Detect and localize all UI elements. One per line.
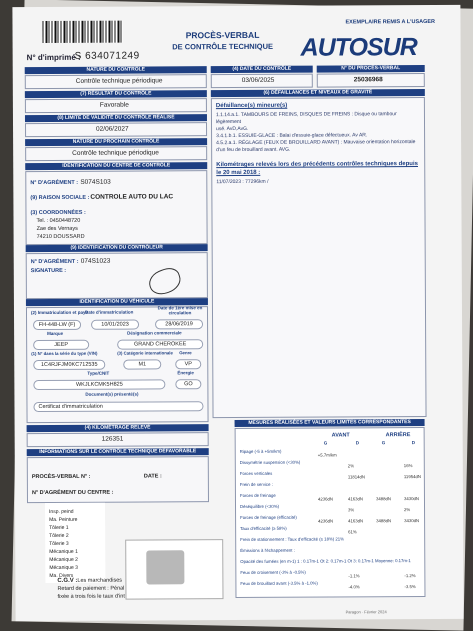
vehicule-header: IDENTIFICATION DU VÉHICULE	[26, 298, 208, 306]
mesure-value: -4.0%	[348, 584, 359, 589]
mesure-value: -3.5%	[404, 584, 415, 589]
limite-value: 02/06/2027	[96, 126, 129, 133]
mesures-header: MESURES RÉALISÉES ET VALEURS LIMITES CORRESPONDANTES	[235, 419, 425, 427]
date-controle-header: (4) DATE DU CONTRÔLE	[211, 66, 313, 74]
mesure-value: 2%	[404, 507, 410, 512]
info-suivant-header: INFORMATIONS SUR LE CONTRÔLE TECHNIQUE DÉFAVORABLE	[27, 448, 209, 456]
worksheet-item: Tôlerie 1	[49, 525, 68, 531]
imprime-label: N° d'imprimé :	[27, 53, 81, 62]
avant-label: AVANT	[332, 432, 350, 438]
nature-controle-value: Contrôle technique périodique	[76, 77, 163, 84]
mesure-value: -1.1%	[348, 573, 359, 578]
worksheet-item: Mécanique 1	[49, 549, 78, 555]
garage-worksheet	[45, 503, 105, 583]
designation-field: GRAND CHEROKEE	[117, 339, 203, 349]
pv-number-box	[317, 73, 425, 88]
centre-tel: Tel. : 0450448720	[37, 218, 81, 224]
document-title	[163, 30, 283, 53]
worksheet-item: Mécanique 2	[49, 557, 78, 563]
info-date-label: DATE :	[144, 473, 162, 479]
defaillance-line: 3.4.1.b.1. ESSUIE-GLACE : Balai d'essuie-glace défectueux. Av AR.	[216, 132, 422, 140]
mesure-label: Ripage (-5 à +5m/km)	[240, 449, 282, 454]
cgv-title: C.G.V :	[57, 578, 77, 584]
mesure-value: 3430dN	[404, 496, 419, 501]
resultat-header: (7) RÉSULTAT DU CONTRÔLE	[25, 90, 207, 98]
defaillances-box	[211, 97, 427, 418]
km-history-value: 11/07/2023 : 77296km /	[216, 179, 268, 186]
controleur-agrement-label: N° D'AGRÉMENT :	[31, 259, 79, 265]
mesure-label: Taux d'efficacité (≥ 58%)	[240, 526, 287, 531]
mesure-value: -1.2%	[404, 573, 415, 578]
worksheet-item: Ma. Peinture	[49, 517, 77, 523]
immat-label: (2) Immatriculation et pays	[31, 310, 88, 315]
mesure-label: Déséquilibre (<30%)	[240, 504, 279, 509]
defaillances-list	[216, 111, 422, 154]
date-controle-box	[211, 74, 313, 89]
mesure-label: Opacité des fumées (en m-1) 1 : 0.17m-1 Ot 2: 0.17m-1 Ot 3: 0.17m-1 Moyenne: 0.17m-1	[240, 558, 411, 564]
mesure-label: Dissymétrie suspension (<30%)	[240, 460, 301, 465]
mesure-label: Forces verticales	[240, 471, 273, 476]
footer-reference: Paragon · Février 2024	[346, 609, 387, 614]
marque-label: Marque	[47, 331, 63, 336]
imprime-number: S 634071249	[75, 51, 140, 62]
resultat-box	[25, 98, 207, 113]
type-field: WKJLKCMK5H825	[33, 379, 165, 390]
defaillances-mineures-title: Défaillance(s) mineure(s)	[216, 103, 287, 109]
vin-field: 1C4RJFJM0KC712535	[33, 360, 105, 370]
date-immat-field: 10/01/2023	[91, 320, 139, 330]
title-line1: PROCÈS-VERBAL	[163, 30, 283, 42]
barcode	[42, 21, 122, 43]
avant-g: G	[324, 441, 328, 446]
mesure-value: 11814dN	[348, 474, 365, 479]
defaillance-line: d'un feu de brouillard avant. AVG.	[216, 146, 422, 154]
mesure-label: Feux de croisement (-3% à -0.5%)	[240, 570, 305, 575]
categorie-field: M1	[123, 359, 161, 369]
energie-label: Énergie	[177, 370, 194, 375]
mesure-value: 3430dN	[404, 518, 419, 523]
date-controle-value: 03/06/2025	[242, 77, 275, 84]
mesure-value: 16%	[404, 463, 413, 468]
defaillance-line: usé. AvD,AvG.	[216, 125, 422, 133]
coordonnees-label: (3) COORDONNÉES :	[30, 210, 85, 216]
centre-address-line2: 74210 DOUSSARD	[37, 234, 85, 240]
km-value: 126351	[102, 436, 124, 443]
prochain-value: Contrôle technique périodique	[72, 149, 159, 156]
worksheet-item: Ma. Divers	[49, 573, 73, 579]
mesure-value: 61%	[348, 529, 357, 534]
mesure-value: 3488dN	[376, 496, 391, 501]
arriere-g: G	[382, 440, 386, 445]
centre-agrement-label: N° D'AGRÉMENT :	[30, 180, 78, 186]
mesures-box	[235, 427, 426, 598]
stamp-image	[146, 550, 184, 584]
limite-header: (8) LIMITE DE VALIDITÉ DU CONTRÔLE RÉALISÉ	[25, 114, 207, 122]
pv-number-value: 25036968	[354, 76, 383, 83]
mesures-rows	[236, 428, 424, 429]
avant-d: D	[356, 440, 359, 445]
mesure-label: Frein de stationnement : Taux d'efficacité (≥ 18%) 21%	[240, 536, 344, 542]
worksheet-item: Tôlerie 3	[49, 541, 68, 547]
autosur-logo	[301, 33, 417, 63]
mesure-value: 3488dN	[376, 518, 391, 523]
date-first-field: 28/06/2019	[155, 319, 203, 329]
marque-field: JEEP	[33, 340, 89, 350]
centre-box	[25, 170, 207, 245]
designation-label: Désignation commerciale	[127, 330, 182, 335]
raison-sociale-label: (9) RAISON SOCIALE :	[30, 195, 89, 201]
defaillances-header: (6) DÉFAILLANCES ET NIVEAUX DE GRAVITÉ	[211, 89, 425, 97]
logo-text: AUTOSUR	[301, 33, 417, 62]
prochain-header: NATURE DU PROCHAIN CONTRÔLE	[25, 138, 207, 146]
documents-label: Document(s) présenté(s)	[85, 392, 138, 397]
categorie-label: (3) Catégorie internationale	[117, 350, 173, 355]
centre-agrement-value: S074S103	[80, 179, 110, 186]
defaillance-line: 1.1.14.a.1. TAMBOURS DE FREINS, DISQUES DE FREINS : Disque ou tambour légèrement	[216, 111, 422, 126]
nature-controle-box	[25, 74, 207, 89]
mesure-label: Émissions à l'échappement :	[240, 548, 295, 553]
controleur-box	[26, 252, 208, 299]
nature-controle-header: NATURE DU CONTRÔLE	[25, 66, 207, 74]
km-header: (4) KILOMÉTRAGE RELEVÉ	[27, 424, 209, 432]
mesure-label: Feux de brouillard avant (-3.5% à -1.0%)	[240, 581, 317, 586]
type-label: Type/CNIT	[87, 371, 109, 376]
genre-label: Genre	[179, 350, 191, 355]
mesure-value: 4236dN	[318, 497, 333, 502]
info-suivant-box	[27, 456, 209, 503]
km-history-title: Kilométrages relevés lors des précédents contrôles techniques depuis le 20 mai 2018 :	[216, 160, 422, 177]
mesure-value: 11954dN	[404, 474, 421, 479]
controleur-header: (9) IDENTIFICATION DU CONTRÔLEUR	[26, 244, 208, 252]
mesure-value: 4236dN	[318, 519, 333, 524]
mesure-value: 4163dN	[348, 496, 363, 501]
exemplaire-note: EXEMPLAIRE REMIS A L'USAGER	[345, 19, 435, 25]
arriere-d: D	[412, 440, 415, 445]
worksheet-item: Tôlerie 2	[49, 533, 68, 539]
stamp-block	[125, 539, 223, 600]
title-line2: DE CONTRÔLE TECHNIQUE	[163, 41, 283, 53]
limite-box	[25, 122, 207, 137]
defaillance-line: 4.5.2.a.1. RÉGLAGE (FEUX DE BROUILLARD AVANT) : Mauvaise orientation horizontale	[216, 139, 422, 147]
worksheet-item: Insp. peind	[49, 509, 73, 515]
centre-address-line1: Zae des Vernays	[37, 226, 78, 232]
genre-field: VP	[175, 359, 201, 369]
cgv-line2: Retard de paiement : Pénal	[57, 586, 124, 592]
info-pv-label: PROCÈS-VERBAL N° :	[32, 474, 91, 480]
mesure-value: 3%	[348, 507, 354, 512]
vin-label: (1) N° dans la série du type (VIN)	[31, 351, 97, 356]
proces-verbal-document	[12, 5, 463, 621]
energie-field: GO	[175, 379, 201, 389]
mesure-label: Forces de freinage (efficacité)	[240, 515, 297, 520]
cgv-line3: fixée à trois fois le taux d'int	[57, 594, 124, 600]
pv-number-header: N° DU PROCÈS-VERBAL	[317, 65, 425, 73]
signature-label: SIGNATURE :	[31, 268, 66, 274]
worksheet-item: Mécanique 3	[49, 565, 78, 571]
mesure-value: 4163dN	[348, 518, 363, 523]
vehicule-box	[26, 306, 209, 423]
documents-field: Certificat d'immatriculation	[33, 401, 203, 412]
immat-field: FH-448-LW (F)	[33, 320, 81, 330]
controleur-agrement-value: 074S1023	[81, 258, 111, 265]
resultat-value: Favorable	[100, 102, 129, 109]
raison-sociale-value: CONTROLE AUTO DU LAC	[90, 193, 173, 200]
mesure-label: Frein de service :	[240, 482, 273, 487]
centre-header: IDENTIFICATION DU CENTRE DE CONTRÔLE	[25, 162, 207, 170]
mesure-value: 2%	[348, 463, 354, 468]
info-agrement-label: N° D'AGRÉMENT DU CENTRE :	[32, 490, 113, 496]
mesure-value: +5.7m/km	[318, 452, 337, 457]
prochain-box	[25, 146, 207, 161]
date-immat-label: Date d'immatriculation	[85, 310, 133, 315]
km-box	[27, 432, 209, 447]
arriere-label: ARRIÈRE	[386, 432, 411, 438]
date-first-label: Date de 1ère mise en circulation	[155, 305, 205, 315]
mesure-label: Forces de freinage	[240, 493, 276, 498]
cgv-line1: Les marchandises	[77, 578, 122, 584]
